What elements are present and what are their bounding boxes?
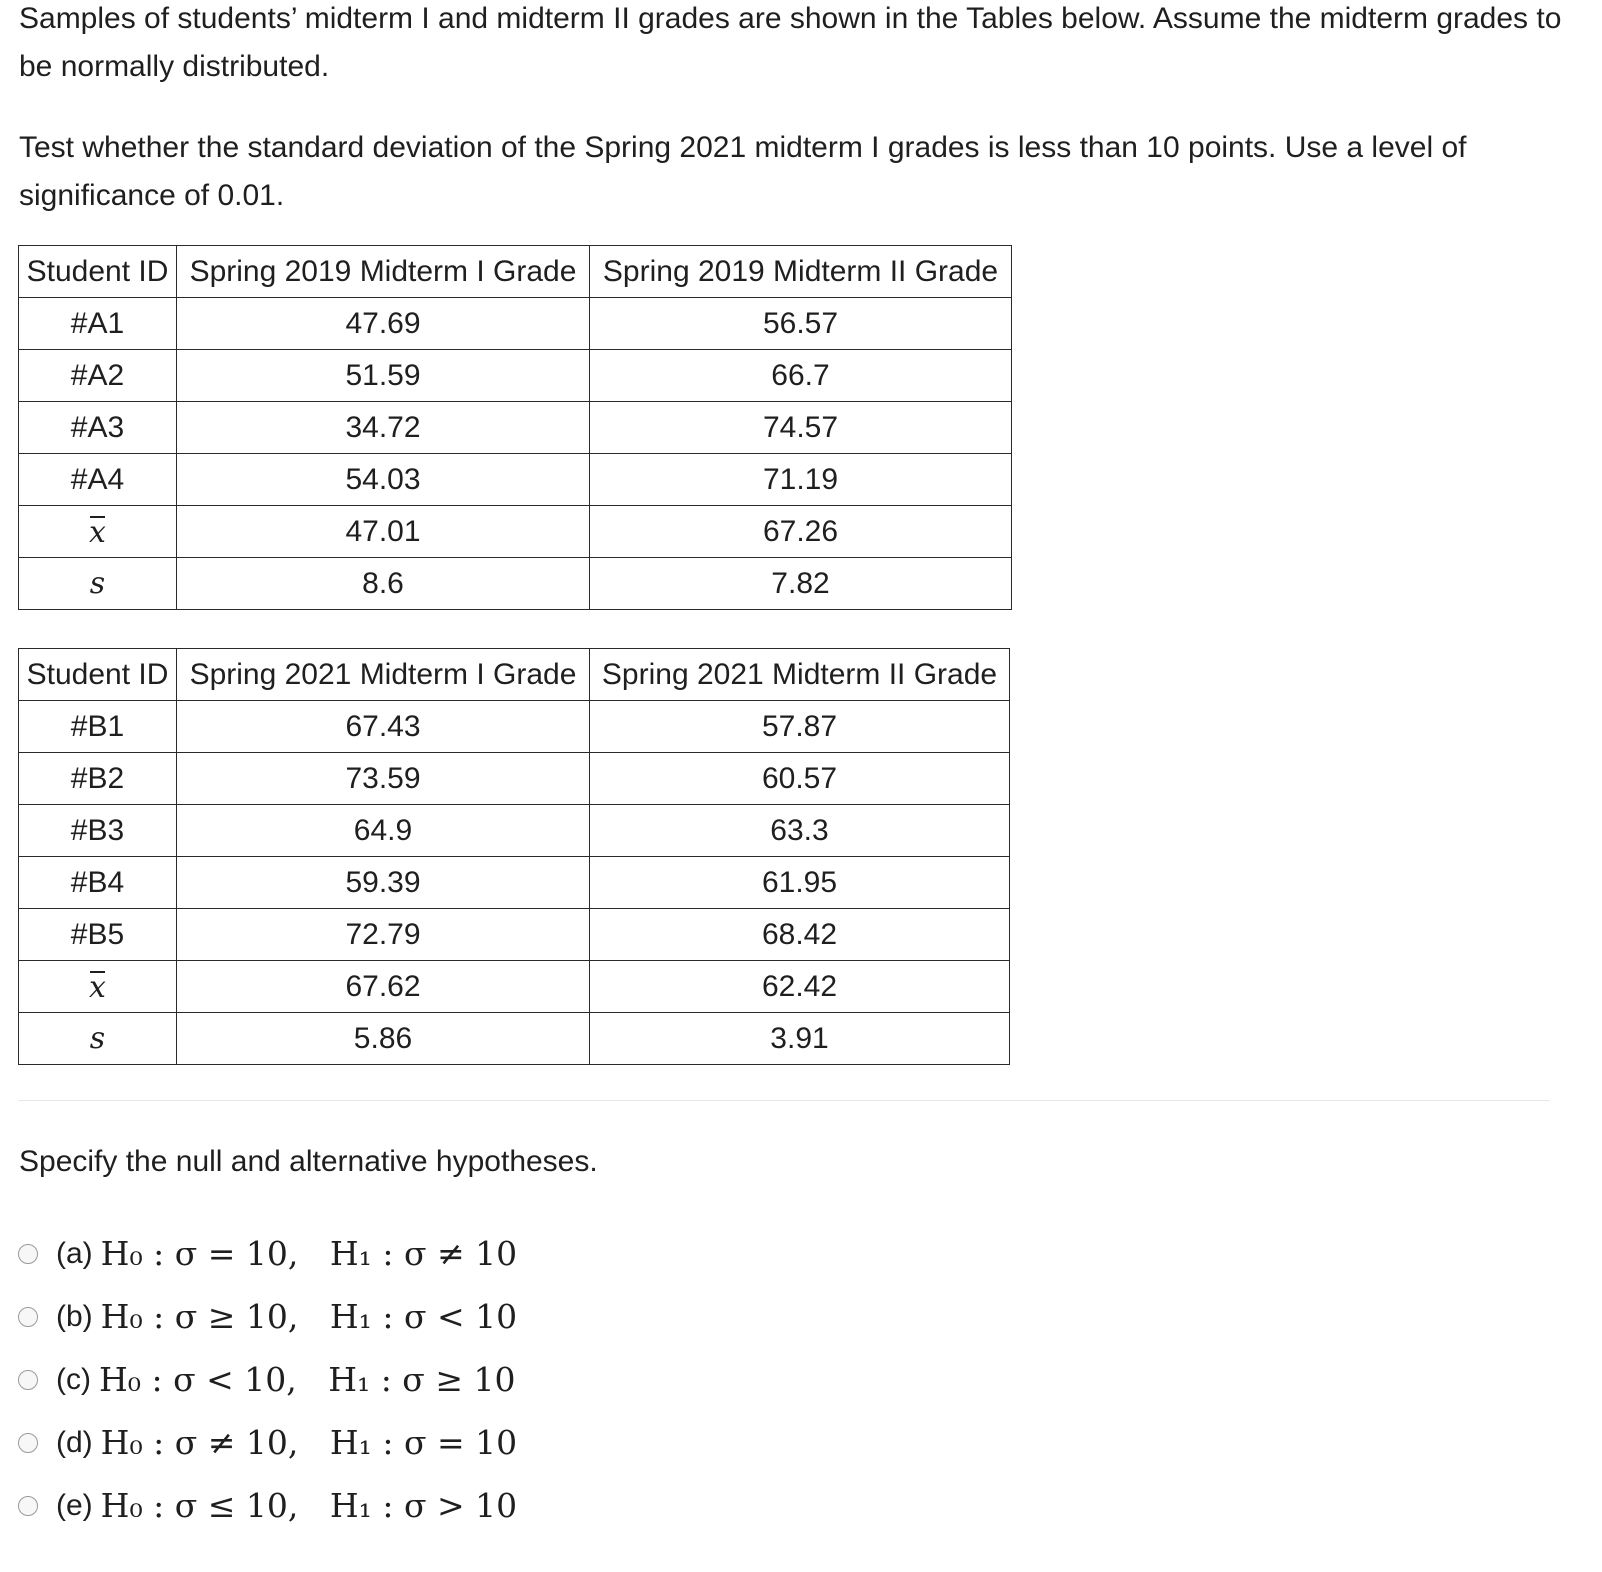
option-label: (a) bbox=[56, 1236, 93, 1270]
header-midterm-1: Spring 2021 Midterm I Grade bbox=[177, 649, 590, 701]
radio-button-d[interactable] bbox=[18, 1433, 38, 1453]
midterm-2-cell: 61.95 bbox=[590, 857, 1010, 909]
midterm-2-mean: 67.26 bbox=[590, 506, 1012, 558]
mean-symbol-cell bbox=[19, 506, 177, 558]
option-hypotheses: H₀ : σ ≤ 10, H₁ : σ > 10 bbox=[100, 1486, 518, 1525]
question-prompt: Specify the null and alternative hypotheses. bbox=[19, 1145, 598, 1178]
midterm-2-cell: 56.57 bbox=[590, 298, 1012, 350]
option-hypotheses: H₀ : σ < 10, H₁ : σ ≥ 10 bbox=[98, 1360, 516, 1399]
student-id-cell: #A3 bbox=[19, 402, 177, 454]
table-header-row bbox=[19, 649, 1010, 701]
midterm-1-cell: 59.39 bbox=[177, 857, 590, 909]
header-midterm-2: Spring 2021 Midterm II Grade bbox=[590, 649, 1010, 701]
x-bar-symbol: x bbox=[89, 515, 106, 550]
option-hypotheses: H₀ : σ ≥ 10, H₁ : σ < 10 bbox=[100, 1297, 518, 1336]
student-id-cell: #A2 bbox=[19, 350, 177, 402]
radio-button-c[interactable] bbox=[18, 1370, 38, 1390]
option-d[interactable] bbox=[18, 1411, 517, 1474]
radio-button-e[interactable] bbox=[18, 1496, 38, 1516]
radio-button-b[interactable] bbox=[18, 1307, 38, 1327]
header-midterm-1: Spring 2019 Midterm I Grade bbox=[177, 246, 590, 298]
answer-options bbox=[18, 1222, 517, 1537]
table-row bbox=[19, 454, 1012, 506]
table-row-mean bbox=[19, 961, 1010, 1013]
midterm-1-sd: 5.86 bbox=[177, 1013, 590, 1065]
mean-symbol-cell bbox=[19, 961, 177, 1013]
option-label: (b) bbox=[56, 1299, 93, 1333]
student-id-cell: #A4 bbox=[19, 454, 177, 506]
midterm-1-cell: 72.79 bbox=[177, 909, 590, 961]
grades-table-2019 bbox=[18, 245, 1012, 610]
option-hypotheses: H₀ : σ = 10, H₁ : σ ≠ 10 bbox=[100, 1234, 518, 1273]
midterm-2-cell: 66.7 bbox=[590, 350, 1012, 402]
midterm-1-cell: 34.72 bbox=[177, 402, 590, 454]
student-id-cell: #B5 bbox=[19, 909, 177, 961]
option-e[interactable] bbox=[18, 1474, 517, 1537]
table-row bbox=[19, 402, 1012, 454]
table-row bbox=[19, 805, 1010, 857]
student-id-cell: #B2 bbox=[19, 753, 177, 805]
table-row-sd bbox=[19, 558, 1012, 610]
midterm-1-mean: 47.01 bbox=[177, 506, 590, 558]
header-student-id: Student ID bbox=[19, 649, 177, 701]
midterm-2-cell: 63.3 bbox=[590, 805, 1010, 857]
table-row-sd bbox=[19, 1013, 1010, 1065]
problem-task: Test whether the standard deviation of the Spring 2021 midterm I grades is less than 10 points. Use a level of significance of 0.01. bbox=[19, 131, 1467, 212]
midterm-1-cell: 64.9 bbox=[177, 805, 590, 857]
option-b[interactable] bbox=[18, 1285, 517, 1348]
student-id-cell: #B4 bbox=[19, 857, 177, 909]
option-label: (d) bbox=[56, 1425, 93, 1459]
table-row bbox=[19, 701, 1010, 753]
s-symbol: s bbox=[89, 566, 106, 601]
table-row bbox=[19, 753, 1010, 805]
table-row bbox=[19, 298, 1012, 350]
table-row bbox=[19, 350, 1012, 402]
problem-intro: Samples of students’ midterm I and midterm II grades are shown in the Tables below. Assume the midterm grades to be normally distributed. bbox=[19, 2, 1562, 83]
midterm-2-mean: 62.42 bbox=[590, 961, 1010, 1013]
table-row bbox=[19, 857, 1010, 909]
table-row bbox=[19, 909, 1010, 961]
midterm-1-sd: 8.6 bbox=[177, 558, 590, 610]
midterm-2-cell: 74.57 bbox=[590, 402, 1012, 454]
student-id-cell: #B1 bbox=[19, 701, 177, 753]
midterm-1-cell: 54.03 bbox=[177, 454, 590, 506]
midterm-2-sd: 7.82 bbox=[590, 558, 1012, 610]
option-a[interactable] bbox=[18, 1222, 517, 1285]
student-id-cell: #B3 bbox=[19, 805, 177, 857]
option-c[interactable] bbox=[18, 1348, 517, 1411]
sd-symbol-cell bbox=[19, 1013, 177, 1065]
option-hypotheses: H₀ : σ ≠ 10, H₁ : σ = 10 bbox=[100, 1423, 518, 1462]
x-bar-symbol: x bbox=[89, 970, 106, 1005]
section-divider bbox=[18, 1100, 1550, 1101]
midterm-2-sd: 3.91 bbox=[590, 1013, 1010, 1065]
radio-button-a[interactable] bbox=[18, 1244, 38, 1264]
s-symbol: s bbox=[89, 1021, 106, 1056]
student-id-cell: #A1 bbox=[19, 298, 177, 350]
option-label: (c) bbox=[56, 1362, 91, 1396]
midterm-2-cell: 57.87 bbox=[590, 701, 1010, 753]
midterm-1-cell: 67.43 bbox=[177, 701, 590, 753]
table-header-row bbox=[19, 246, 1012, 298]
midterm-1-cell: 51.59 bbox=[177, 350, 590, 402]
sd-symbol-cell bbox=[19, 558, 177, 610]
option-label: (e) bbox=[56, 1488, 93, 1522]
midterm-2-cell: 71.19 bbox=[590, 454, 1012, 506]
midterm-1-cell: 73.59 bbox=[177, 753, 590, 805]
midterm-2-cell: 60.57 bbox=[590, 753, 1010, 805]
midterm-2-cell: 68.42 bbox=[590, 909, 1010, 961]
midterm-1-mean: 67.62 bbox=[177, 961, 590, 1013]
grades-table-2021 bbox=[18, 648, 1010, 1065]
header-midterm-2: Spring 2019 Midterm II Grade bbox=[590, 246, 1012, 298]
midterm-1-cell: 47.69 bbox=[177, 298, 590, 350]
table-row-mean bbox=[19, 506, 1012, 558]
header-student-id: Student ID bbox=[19, 246, 177, 298]
